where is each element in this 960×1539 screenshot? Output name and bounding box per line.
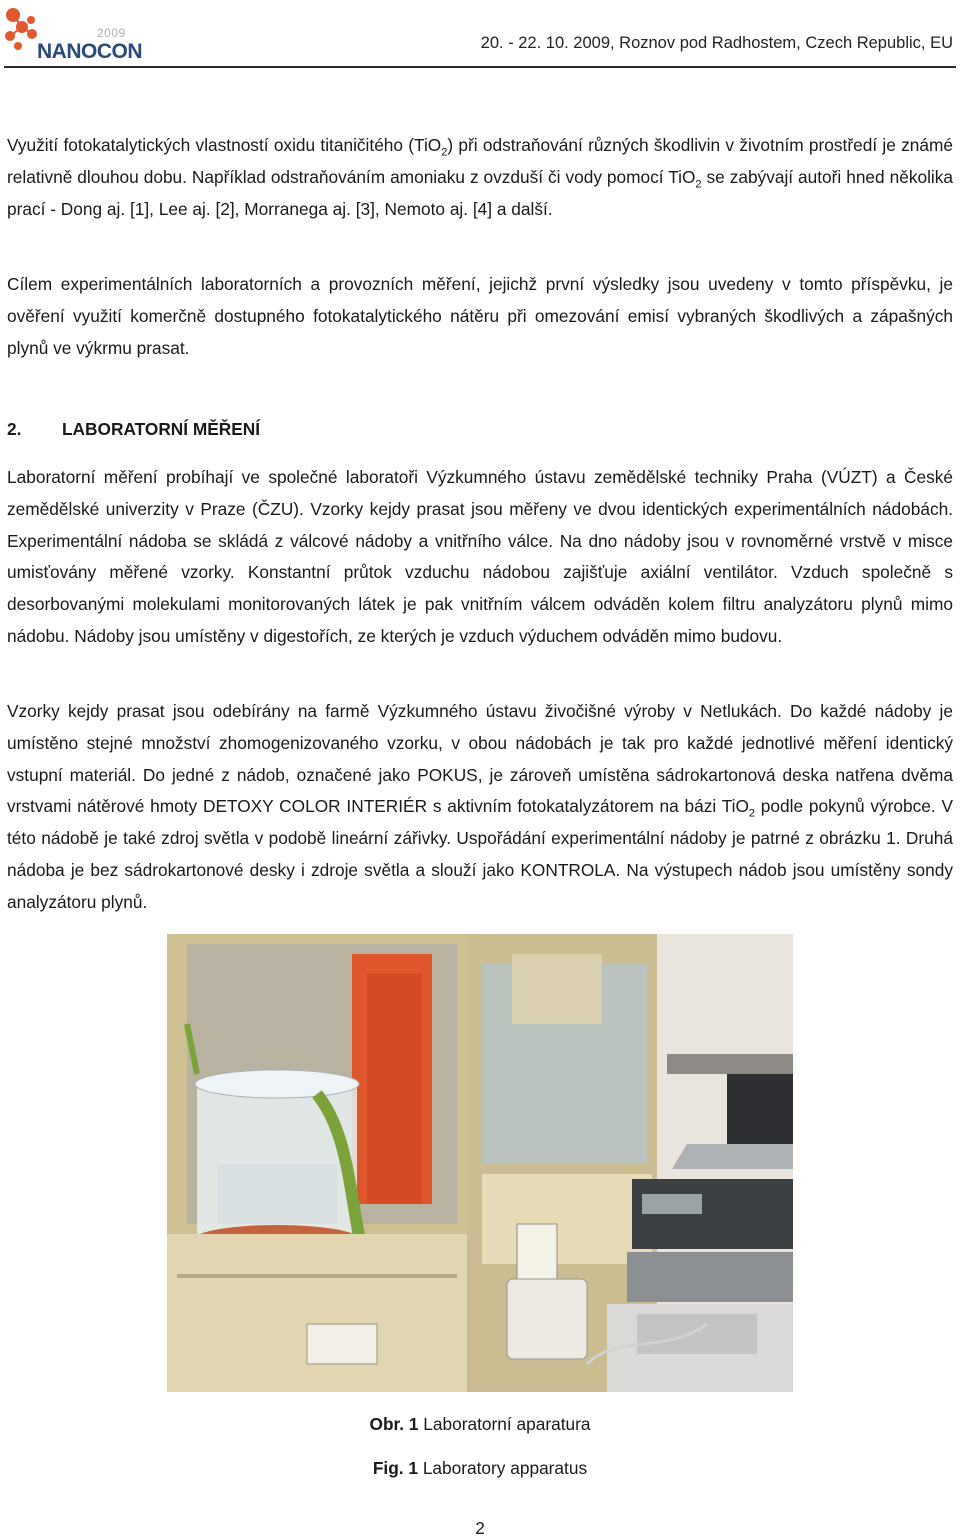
caption-cz-label: Obr. 1 [369,1414,419,1434]
caption-en-label: Fig. 1 [372,1458,419,1478]
logo-name: NANOCON [37,40,142,63]
p1-subscript: 2 [695,178,702,191]
p4-text-a: Vzorky kejdy prasat jsou odebírány na farmě Výzkumného ústavu živočišné výroby v Netlukách. Do každé nádoby je umístěno stejné množství zhomogenizovaného vzorku, v obou nádobách je tak pro každé jednotlivé měření identický vstupní materiál. Do jedné z nádob, označené jako POKUS, je zároveň umístěna sádrokartonová deska natřena dvěma vrstvami nátěrové hmoty DETOXY COLOR INTERIÉR s aktivním fotokatalyzátorem na bázi TiO [7,701,953,817]
paragraph-intro [7,130,953,225]
paragraph-aim: Cílem experimentálních laboratorních a provozních měření, jejichž první výsledky jsou uvedeny v tomto příspěvku, je ověření využití komerčně dostupného fotokatalytického nátěru při omezování emisí vybraných škodlivých a zápašných plynů ve výkrmu prasat. [7,274,953,358]
p1-text-c: se zabývají autoři hned několika prací - Dong aj. [1], Lee aj. [2], Morranega aj. [3], Nemoto aj. [4] a další. [7,166,953,219]
page-number: 2 [475,1518,485,1538]
laboratory-photo [167,934,793,1392]
p4-text-b: podle pokynů výrobce. V této nádobě je také zdroj světla v podobě lineární zářivky. Uspořádání experimentální nádoby je patrné z obrázku 1. Druhá nádoba je bez sádrokartonové desky i zdroje světla a slouží jako KONTROLA. Na výstupech nádob jsou umístěny sondy analyzátoru plynů. [7,796,953,912]
p1-subscript: 2 [441,146,448,159]
caption-cz-text: Laboratorní aparatura [418,1414,591,1434]
p4-subscript: 2 [748,807,756,820]
logo-year: 2009 [97,26,126,40]
figure-caption-cz [0,1414,960,1435]
laboratory-apparatus-illustration [167,934,793,1392]
caption-en-text: Laboratory apparatus [418,1458,588,1478]
event-info: 20. - 22. 10. 2009, Roznov pod Radhostem, Czech Republic, EU [480,34,953,52]
section-number: 2. [7,419,22,439]
section-title: LABORATORNÍ MĚŘENÍ [62,419,261,439]
header-divider [4,66,956,68]
nanocon-logo [4,6,142,63]
page-header [0,0,960,72]
paragraph-lab: Laboratorní měření probíhají ve společné laboratoři Výzkumného ústavu zemědělské techniky Praha (VÚZT) a České zemědělské univerzity v Praze (ČZU). Vzorky kejdy prasat jsou měřeny ve dvou identických experimentálních nádobách. Experimentální nádoba se skládá z válcové nádoby a vnitřního válce. Na dno nádoby jsou v rovnoměrné vrstvě v misce umisťovány měřené vzorky. Konstantní průtok vzduchu nádobou zajišťuje axiální ventilátor. Vzduch společně s desorbovanými molekulami monitorovaných látek je pak vnitřním válcem odváděn kolem filtru analyzátoru plynů mimo nádobu. Nádoby jsou umístěny v digestořích, ze kterých je vzduch výduchem odváděn mimo budovu. [7,467,953,646]
paragraph-samples [7,696,953,919]
p1-text-a: Využití fotokatalytických vlastností oxidu titaničitého (TiO [7,135,442,155]
figure-caption-en [0,1458,960,1479]
p1-text-b: ) při odstraňování různých škodlivin v životním prostředí je známé relativně dlouhou dobu. Například odstraňováním amoniaku z ovzduší či vody pomocí TiO [7,135,953,187]
section-heading [7,419,260,440]
